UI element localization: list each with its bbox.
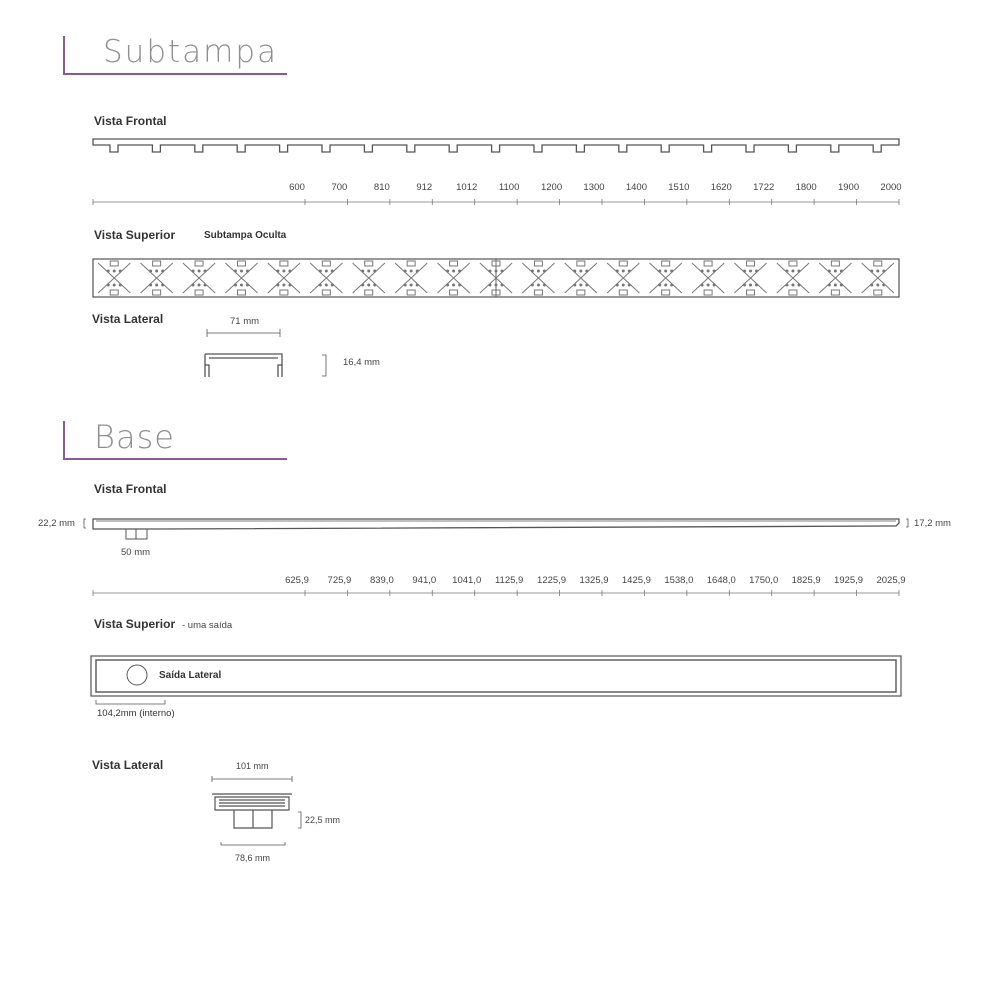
grate-cell [862,261,894,295]
subtampa-frontal-profile [93,139,899,152]
base-lateral-view [212,776,301,845]
base-outlet-offset-dim [96,700,165,704]
base-outlet-label: Saída Lateral [159,670,222,681]
base-left-height: 22,2 mm [38,518,75,529]
base-superior-label: Vista Superior [94,617,176,631]
base-bottom-width-dim [221,842,285,845]
subtampa-superior-note: Subtampa Oculta [204,230,287,241]
grate-cell [310,261,342,295]
base-outlet-dim: 50 mm [121,547,151,558]
base-accent-bar [63,421,65,460]
base-lateral-outlet [234,810,272,828]
subtampa-grate-pattern [98,261,894,295]
base-right-height: 17,2 mm [914,518,951,529]
length-label: 1425,9 [621,575,651,586]
grate-cell [777,261,809,295]
subtampa-height-dim: 16,4 mm [343,357,380,368]
grate-cell [141,261,173,295]
base-height-dim: 22,5 mm [305,815,341,825]
length-label: 1100 [498,182,520,193]
grate-cell [819,261,851,295]
base-frontal-profile [84,519,908,539]
subtampa-frontal-outline [93,139,899,152]
subtampa-lateral-label: Vista Lateral [92,312,164,326]
grate-cell [183,261,215,295]
length-label: 600 [289,182,305,193]
length-label: 1800 [795,182,817,193]
length-label: 1750,0 [749,575,779,586]
length-label: 1325,9 [579,575,609,586]
grate-cell [650,261,682,295]
grate-cell [98,261,130,295]
length-label: 1648,0 [706,575,736,586]
length-label: 912 [416,182,433,193]
length-label: 1012 [456,182,478,193]
grate-cell [353,261,385,295]
subtampa-superior-label: Vista Superior [94,228,176,242]
length-label: 810 [373,182,390,193]
length-label: 1620 [710,182,732,193]
length-label: 1300 [583,182,605,193]
base-lateral-body [212,794,292,810]
base-outlet-circle [127,665,147,685]
length-label: 1400 [625,182,647,193]
base-height-dim-bracket [298,812,301,828]
grate-cell [522,261,554,295]
length-label: 1041,0 [452,575,482,586]
length-label: 1925,9 [834,575,864,586]
grate-cell [480,261,512,295]
grate-cell [395,261,427,295]
base-top-width: 101 mm [236,761,269,771]
length-label: 839,0 [369,575,394,586]
base-frontal-outline [93,519,899,529]
grate-cell [225,261,257,295]
grate-cell [268,261,300,295]
grate-cell [692,261,724,295]
subtampa-frontal-label: Vista Frontal [94,114,167,128]
length-label: 1125,9 [494,575,524,586]
length-label: 1825,9 [791,575,821,586]
subtampa-superior-view [93,259,899,297]
length-label: 1200 [540,182,563,193]
grate-cell [734,261,766,295]
subtampa-length-scale [93,199,899,205]
length-label: 725,9 [327,575,352,586]
base-title: Base [94,418,175,456]
grate-cell [437,261,469,295]
subtampa-lateral-view [205,329,326,377]
subtampa-width-dim: 71 mm [230,316,260,327]
length-label: 625,9 [285,575,309,586]
length-label: 700 [331,182,348,193]
base-underline [63,458,287,460]
length-label: 941,0 [412,575,437,586]
grate-cell [565,261,597,295]
base-bottom-width: 78,6 mm [235,853,271,863]
base-outlet-offset: 104,2mm (interno) [97,708,175,719]
length-label: 2025,9 [876,575,906,586]
length-label: 1225,9 [537,575,567,586]
length-label: 1722 [753,182,775,193]
base-superior-note: - uma saída [182,620,233,631]
subtampa-height-dim-bracket [322,355,326,376]
subtampa-lateral-profile [205,354,282,377]
base-lateral-label: Vista Lateral [92,758,164,772]
base-frontal-label: Vista Frontal [94,482,167,496]
length-label: 1510 [668,182,690,193]
grate-cell [607,261,639,295]
length-label: 1900 [837,182,860,193]
base-length-scale [93,590,899,596]
length-label: 1538,0 [664,575,694,586]
base-outlet-profile [126,529,147,539]
subtampa-title: Subtampa [103,34,279,70]
length-label: 2000 [880,182,902,193]
